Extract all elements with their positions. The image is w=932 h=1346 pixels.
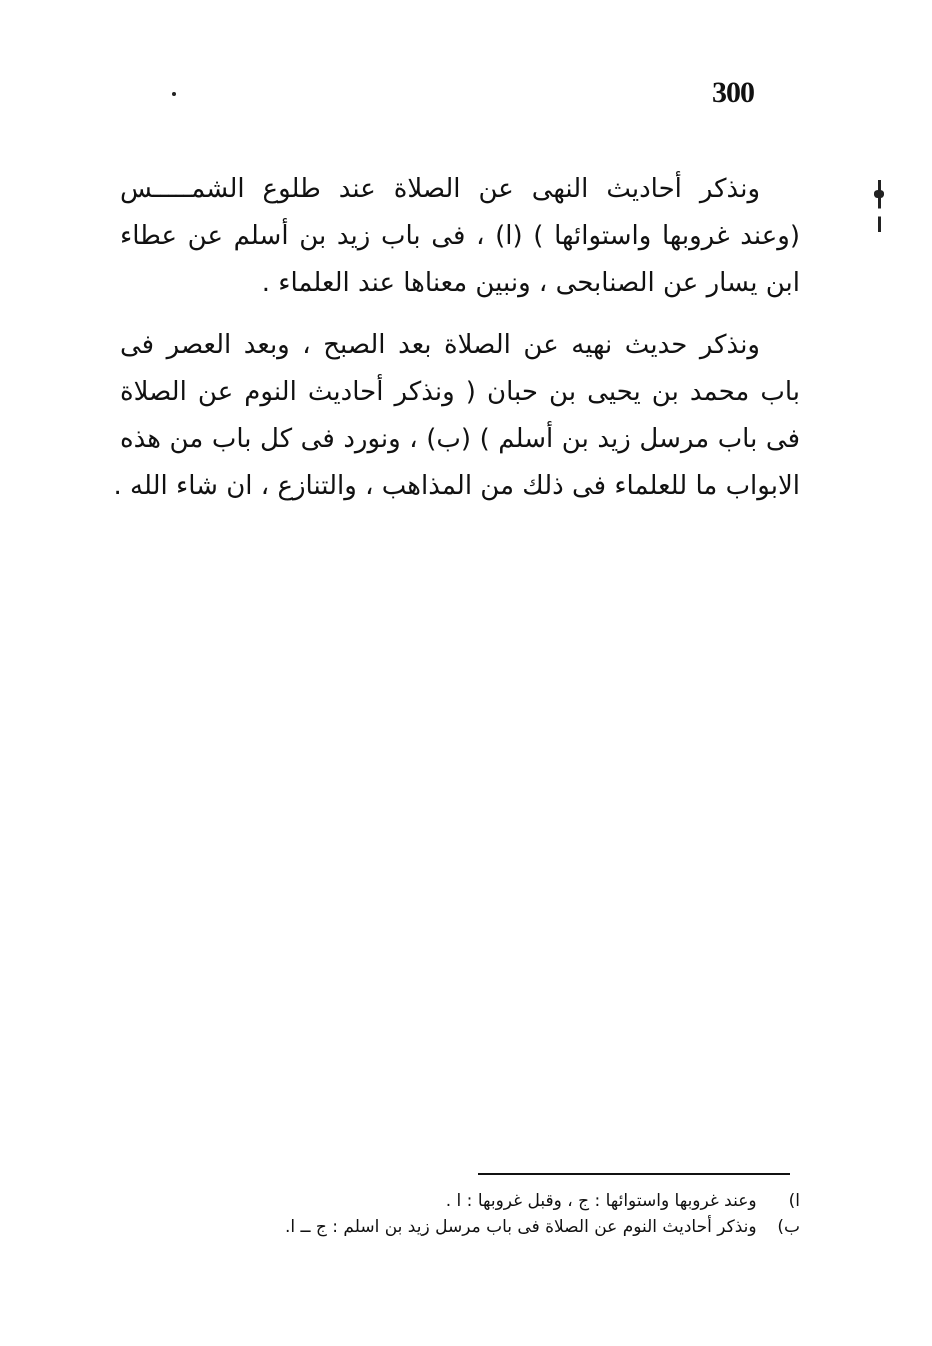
paragraph-line: (وعند غروبها واستوائها ) (ا) ، فى باب زيد بن أسلم عن عطاء [120, 221, 800, 251]
paragraph-line: الابواب ما للعلماء فى ذلك من المذاهب ، والتنازع ، ان شاء الله . [113, 471, 800, 501]
paragraph-line: ابن يسار عن الصنابحى ، ونبين معناها عند العلماء . [261, 268, 800, 298]
margin-mark [878, 180, 881, 232]
footnotes [120, 1188, 800, 1240]
footnote-divider [478, 1173, 790, 1175]
footnote-marker: ب) [777, 1217, 800, 1237]
footnote-text: ونذكر أحاديث النوم عن الصلاة فى باب مرسل زيد بن اسلم : ج ــ ا. [285, 1217, 757, 1237]
paragraph-line: باب محمد بن يحيى بن حبان ( ونذكر أحاديث النوم عن الصلاة [120, 377, 800, 407]
paragraph-line: ونذكر أحاديث النهى عن الصلاة عند طلوع الشمـــــس [120, 174, 760, 204]
paragraph-1 [120, 166, 800, 307]
footnote-text: وعند غروبها واستوائها : ج ، وقبل غروبها : ا . [445, 1191, 757, 1211]
footnote-a [120, 1188, 800, 1214]
paragraph-2 [113, 322, 800, 510]
paragraph-line: ونذكر حديث نهيه عن الصلاة بعد الصبح ، وبعد العصر فى [120, 330, 760, 360]
footnote-marker: ا) [788, 1191, 800, 1211]
page-number: 300 [712, 76, 754, 109]
scan-speck [172, 92, 176, 96]
paragraph-line: فى باب مرسل زيد بن أسلم ) (ب) ، ونورد فى كل باب من هذه [120, 424, 800, 454]
footnote-b [120, 1214, 800, 1240]
